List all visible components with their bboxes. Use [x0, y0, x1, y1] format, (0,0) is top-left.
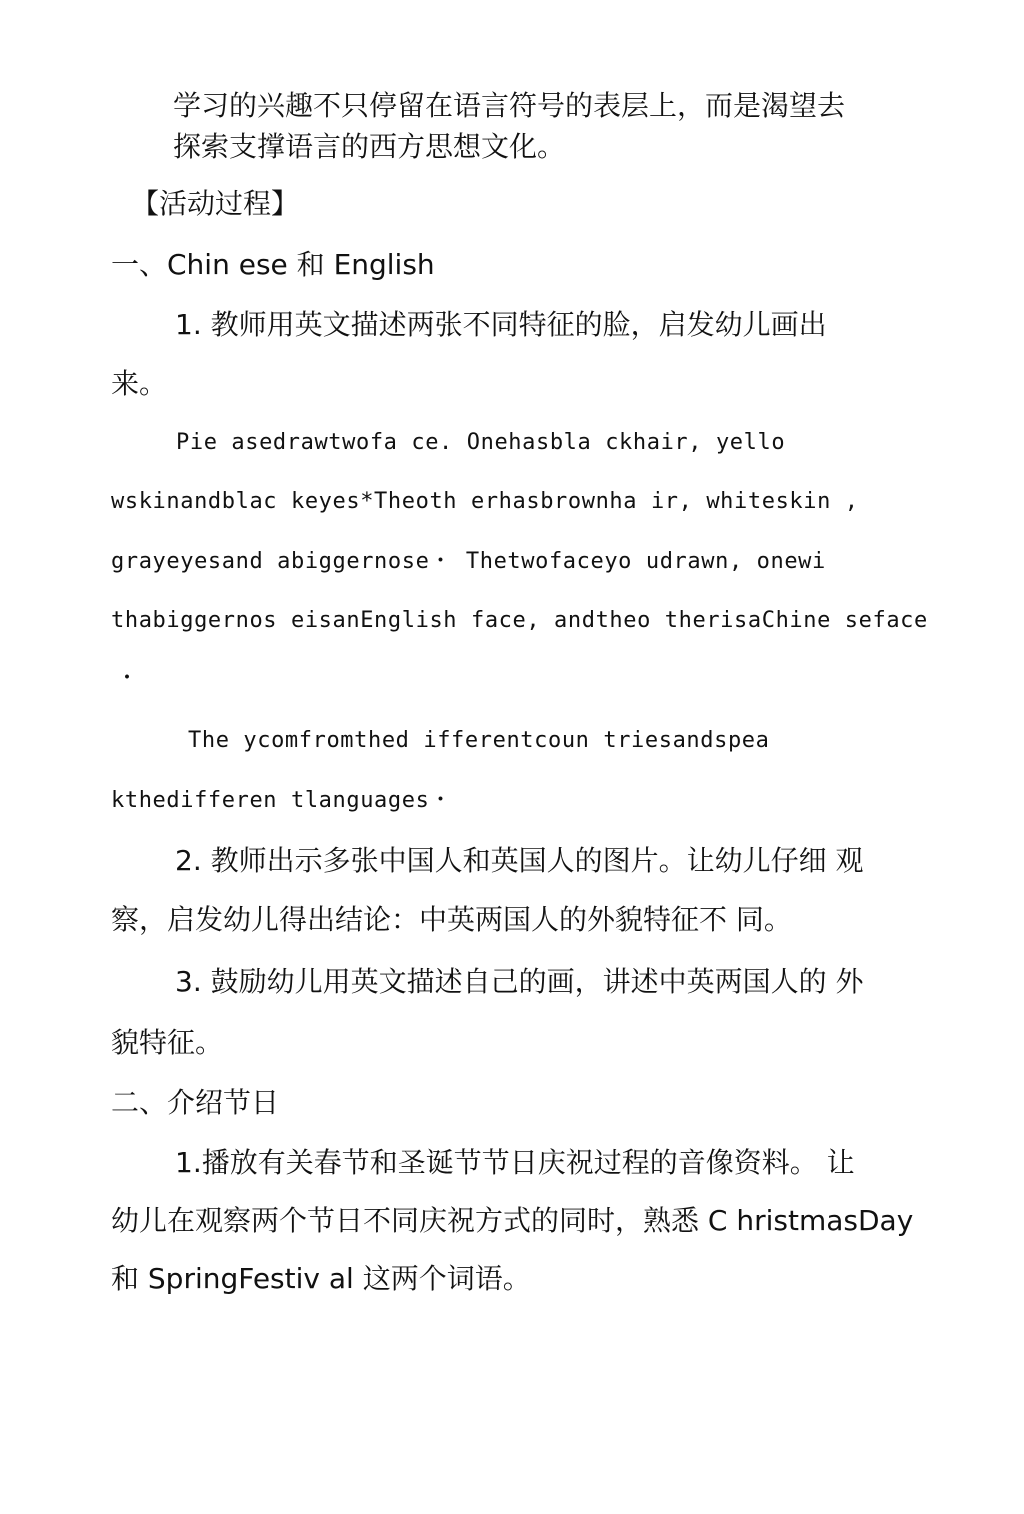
text-line: kthedifferen tlanguages・ — [111, 788, 453, 813]
text-line: 和 SpringFestiv al 这两个词语。 — [111, 1262, 531, 1295]
text-line: 探索支撑语言的西方思想文化。 — [173, 130, 566, 163]
text-line: 学习的兴趣不只停留在语言符号的表层上，而是渴望去 — [173, 89, 846, 122]
text-line: The ycomfromthed ifferentcoun triesandspea — [188, 728, 770, 753]
text-line: 3. 鼓励幼儿用英文描述自己的画，讲述中英两国人的 外 — [175, 965, 864, 998]
text-line: 2. 教师出示多张中国人和英国人的图片。让幼儿仔细 观 — [175, 844, 864, 877]
text-line: ・ — [116, 666, 139, 691]
text-line: 幼儿在观察两个节日不同庆祝方式的同时，熟悉 C hristmasDay — [111, 1204, 914, 1237]
section-heading: 一、Chin ese 和 English — [111, 248, 435, 281]
text-line: 貌特征。 — [111, 1026, 224, 1059]
text-line: 察，启发幼儿得出结论：中英两国人的外貌特征不 同。 — [111, 903, 792, 936]
text-line: Pie asedrawtwofa ce. Onehasbla ckhair, yello — [176, 430, 786, 455]
text-line: grayeyesand abiggernose・ Thetwofaceyo udrawn, onewi — [111, 549, 826, 574]
text-line: thabiggernos eisanEnglish face, andtheo therisaChine seface — [111, 608, 928, 633]
text-line: 1.播放有关春节和圣诞节节日庆祝过程的音像资料。 让 — [175, 1146, 855, 1179]
section-heading: 【活动过程】 — [131, 187, 300, 220]
text-line: wskinandblac keyes*Theoth erhasbrownha ir, whiteskin , — [111, 489, 859, 514]
section-heading: 二、介绍节日 — [111, 1086, 280, 1119]
text-line: 1. 教师用英文描述两张不同特征的脸，启发幼儿画出 — [175, 308, 827, 341]
text-line: 来。 — [111, 367, 168, 400]
